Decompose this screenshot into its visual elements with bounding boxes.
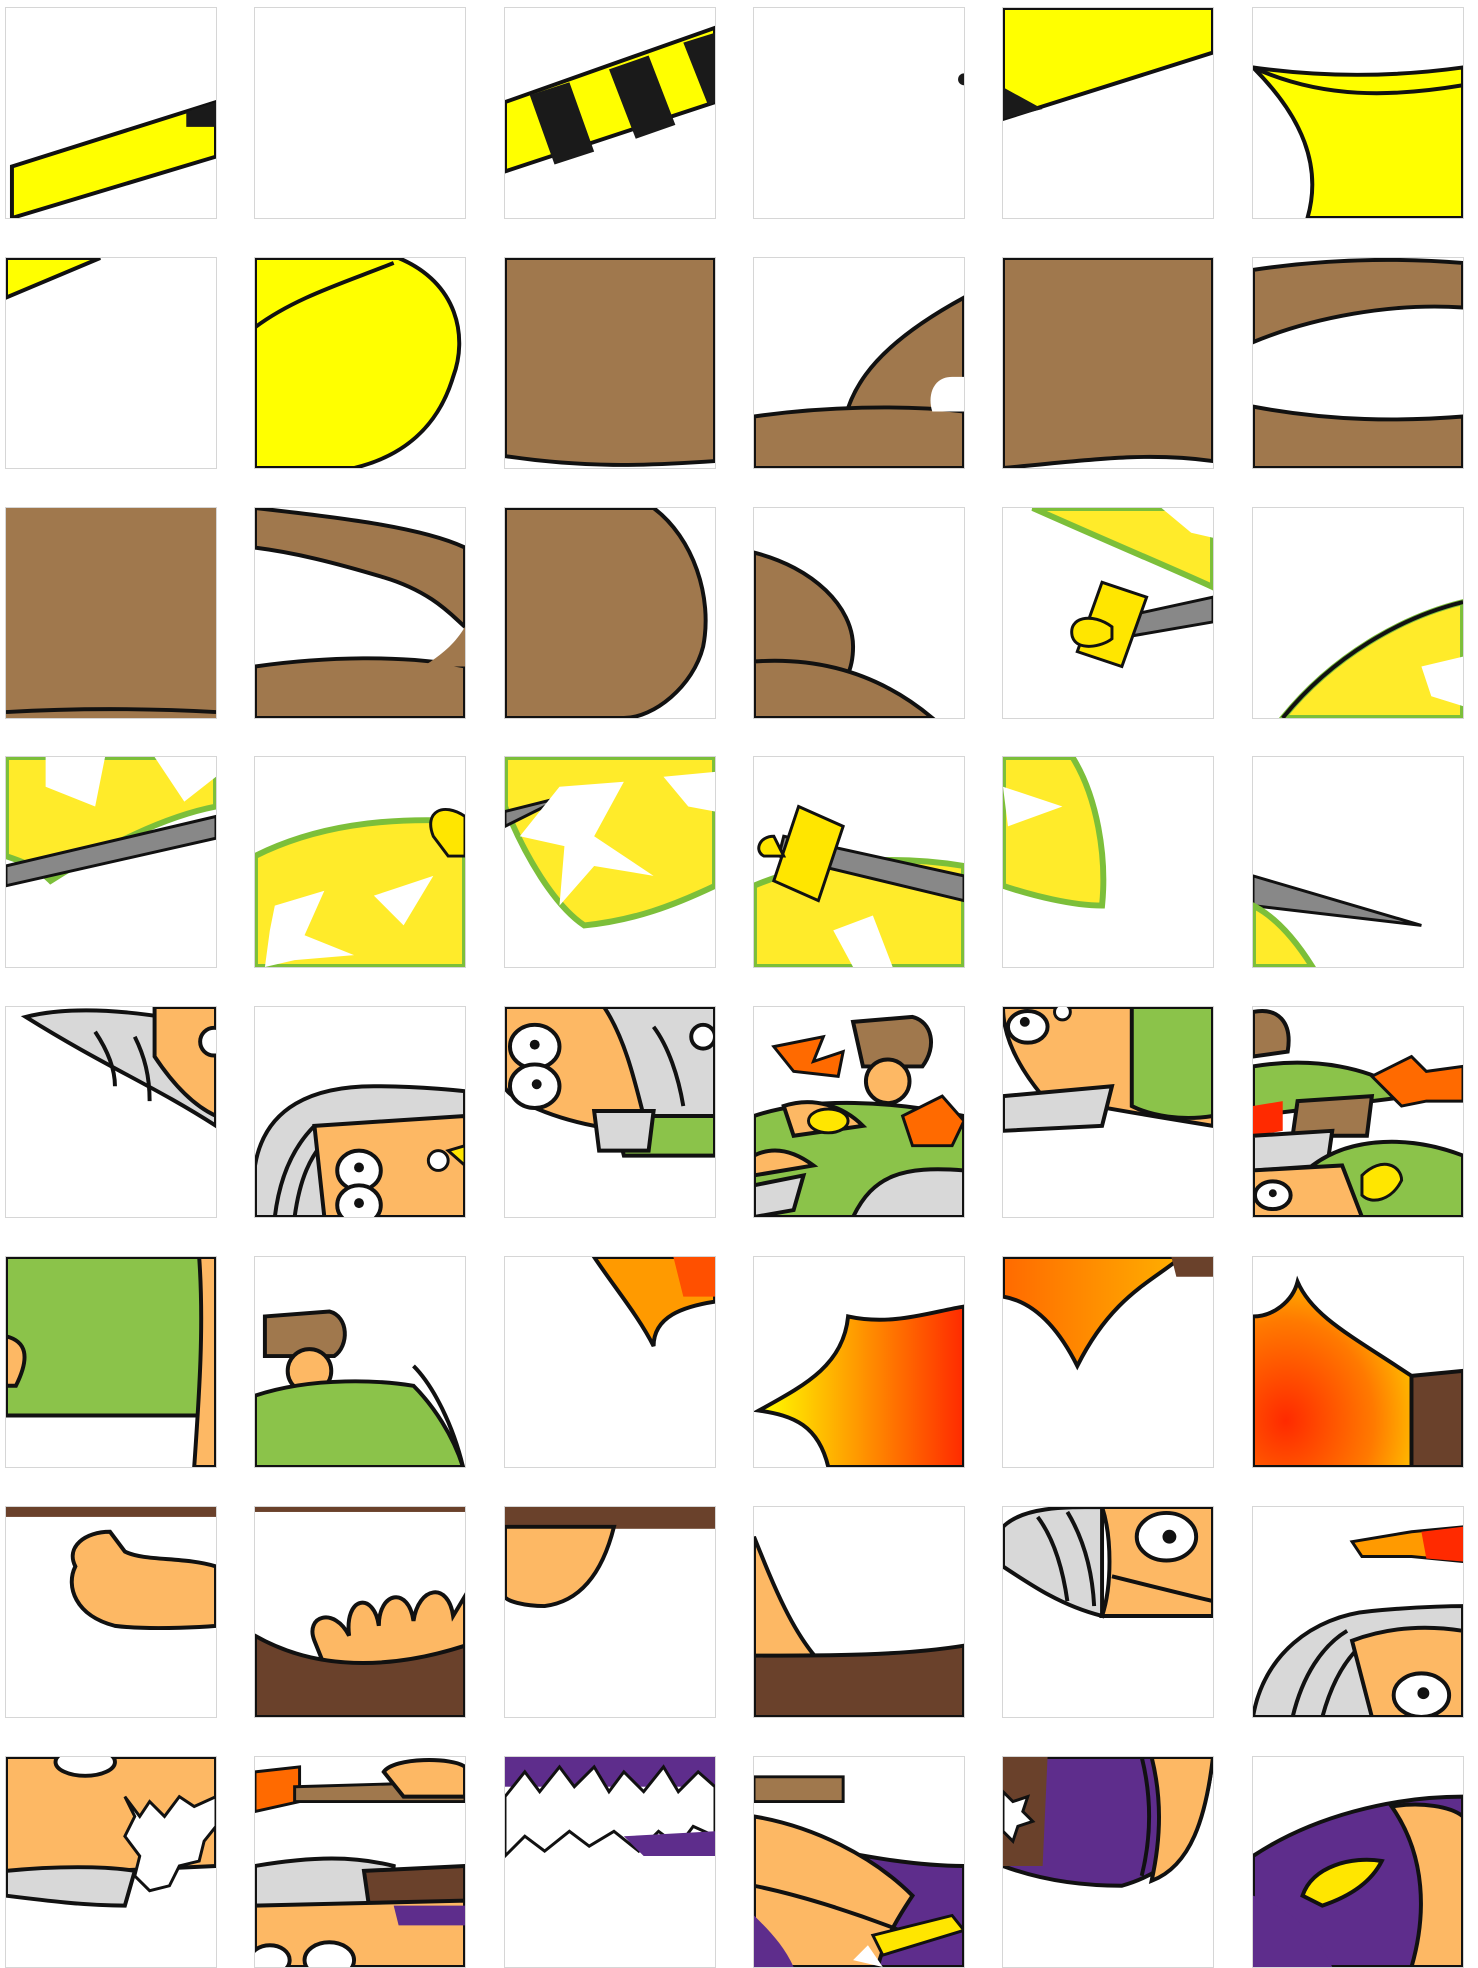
puzzle-tile-r4c3[interactable] xyxy=(504,756,716,968)
puzzle-tile-r6c6[interactable] xyxy=(1252,1256,1464,1468)
puzzle-tile-r2c4[interactable] xyxy=(753,257,965,469)
puzzle-tile-r7c6[interactable] xyxy=(1252,1506,1464,1718)
puzzle-tile-r8c1[interactable] xyxy=(5,1756,217,1968)
puzzle-tile-r1c3[interactable] xyxy=(504,7,716,219)
puzzle-tile-r6c2[interactable] xyxy=(254,1256,466,1468)
puzzle-tile-r3c2[interactable] xyxy=(254,507,466,719)
puzzle-tile-r8c3[interactable] xyxy=(504,1756,716,1968)
puzzle-tile-r1c1[interactable] xyxy=(5,7,217,219)
puzzle-tile-r4c2[interactable] xyxy=(254,756,466,968)
puzzle-tile-r2c5[interactable] xyxy=(1002,257,1214,469)
puzzle-tile-r6c4[interactable] xyxy=(753,1256,965,1468)
puzzle-tile-r7c4[interactable] xyxy=(753,1506,965,1718)
puzzle-tile-r1c2[interactable] xyxy=(254,7,466,219)
puzzle-tile-r6c3[interactable] xyxy=(504,1256,716,1468)
puzzle-tile-r8c6[interactable] xyxy=(1252,1756,1464,1968)
puzzle-tile-r3c3[interactable] xyxy=(504,507,716,719)
puzzle-tile-r5c6[interactable] xyxy=(1252,1006,1464,1218)
puzzle-tile-r2c1[interactable] xyxy=(5,257,217,469)
puzzle-tile-r1c6[interactable] xyxy=(1252,7,1464,219)
puzzle-tile-r3c5[interactable] xyxy=(1002,507,1214,719)
puzzle-tile-r4c6[interactable] xyxy=(1252,756,1464,968)
puzzle-tile-r3c4[interactable] xyxy=(753,507,965,719)
puzzle-tile-r7c3[interactable] xyxy=(504,1506,716,1718)
puzzle-tile-r8c4[interactable] xyxy=(753,1756,965,1968)
puzzle-tile-r5c1[interactable] xyxy=(5,1006,217,1218)
puzzle-tile-r6c5[interactable] xyxy=(1002,1256,1214,1468)
puzzle-tile-r4c1[interactable] xyxy=(5,756,217,968)
puzzle-tile-r2c6[interactable] xyxy=(1252,257,1464,469)
puzzle-tile-r5c5[interactable] xyxy=(1002,1006,1214,1218)
puzzle-tile-r1c5[interactable] xyxy=(1002,7,1214,219)
puzzle-tile-r7c1[interactable] xyxy=(5,1506,217,1718)
puzzle-tile-r2c3[interactable] xyxy=(504,257,716,469)
puzzle-tile-r3c6[interactable] xyxy=(1252,507,1464,719)
puzzle-tile-r2c2[interactable] xyxy=(254,257,466,469)
puzzle-tile-r5c4[interactable] xyxy=(753,1006,965,1218)
puzzle-tile-r4c5[interactable] xyxy=(1002,756,1214,968)
puzzle-tile-r8c5[interactable] xyxy=(1002,1756,1214,1968)
puzzle-tile-r8c2[interactable] xyxy=(254,1756,466,1968)
puzzle-tile-r6c1[interactable] xyxy=(5,1256,217,1468)
puzzle-tile-r4c4[interactable] xyxy=(753,756,965,968)
puzzle-tile-r1c4[interactable] xyxy=(753,7,965,219)
puzzle-tile-r3c1[interactable] xyxy=(5,507,217,719)
puzzle-tile-r7c5[interactable] xyxy=(1002,1506,1214,1718)
puzzle-tile-r7c2[interactable] xyxy=(254,1506,466,1718)
puzzle-tile-r5c3[interactable] xyxy=(504,1006,716,1218)
puzzle-tile-r5c2[interactable] xyxy=(254,1006,466,1218)
